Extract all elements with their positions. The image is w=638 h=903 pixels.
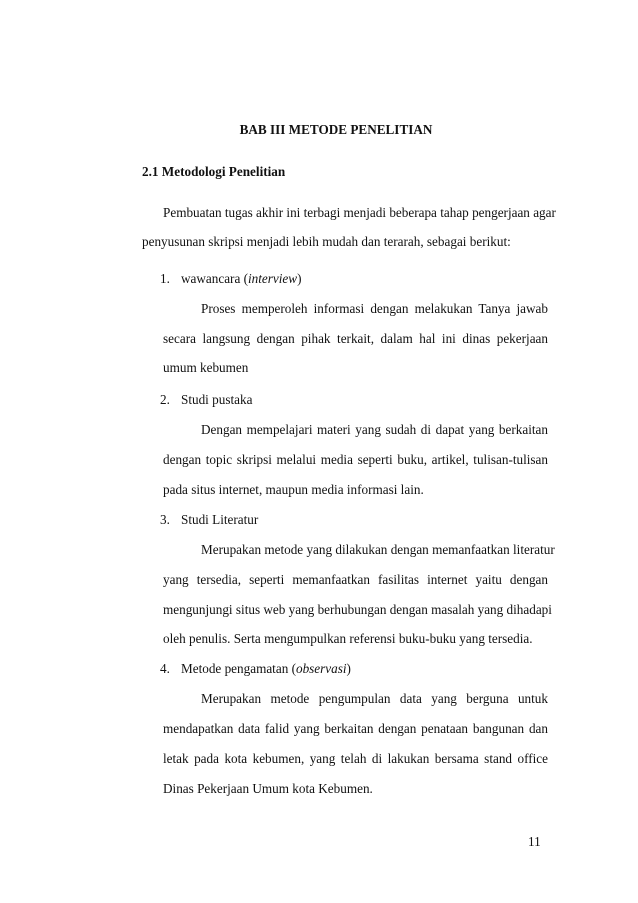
list-item-number: 2. <box>160 392 170 407</box>
list-item-number: 3. <box>160 512 170 527</box>
paragraph-line: mendapatkan data falid yang berkaitan dengan penataan bangunan dan <box>163 721 548 736</box>
paragraph-line: Proses memperoleh informasi dengan melakukan Tanya jawab <box>201 301 548 316</box>
paragraph-line: oleh penulis. Serta mengumpulkan referensi buku-buku yang tersedia. <box>163 631 533 646</box>
list-item-title: Studi pustaka <box>181 392 253 407</box>
paragraph-line: secara langsung dengan pihak terkait, dalam hal ini dinas pekerjaan <box>163 331 548 346</box>
paragraph-line: Merupakan metode pengumpulan data yang berguna untuk <box>201 691 548 706</box>
list-item-number: 1. <box>160 271 170 286</box>
paragraph-line: umum kebumen <box>163 360 249 375</box>
intro-line-1: Pembuatan tugas akhir ini terbagi menjadi beberapa tahap pengerjaan agar <box>163 205 556 220</box>
chapter-title: BAB III METODE PENELITIAN <box>239 122 433 137</box>
paragraph-line: Dengan mempelajari materi yang sudah di dapat yang berkaitan <box>201 422 548 437</box>
paragraph-line: letak pada kota kebumen, yang telah di lakukan bersama stand office <box>163 751 548 766</box>
paragraph-line: Dinas Pekerjaan Umum kota Kebumen. <box>163 781 373 796</box>
list-item-number: 4. <box>160 661 170 676</box>
paragraph-line: mengunjungi situs web yang berhubungan dengan masalah yang dihadapi <box>163 602 552 617</box>
list-item-title: Metode pengamatan (observasi) <box>181 661 351 676</box>
paragraph-line: dengan topic skripsi melalui media seperti buku, artikel, tulisan-tulisan <box>163 452 548 467</box>
paragraph-line: yang tersedia, seperti memanfaatkan fasilitas internet yaitu dengan <box>163 572 548 587</box>
list-item-title: wawancara (interview) <box>181 271 302 286</box>
section-heading: 2.1 Metodologi Penelitian <box>142 164 286 179</box>
list-item-title: Studi Literatur <box>181 512 259 527</box>
paragraph-line: pada situs internet, maupun media informasi lain. <box>163 482 424 497</box>
page-number: 11 <box>528 834 541 849</box>
paragraph-line: Merupakan metode yang dilakukan dengan memanfaatkan literatur <box>201 542 555 557</box>
intro-line-2: penyusunan skripsi menjadi lebih mudah dan terarah, sebagai berikut: <box>142 234 511 249</box>
